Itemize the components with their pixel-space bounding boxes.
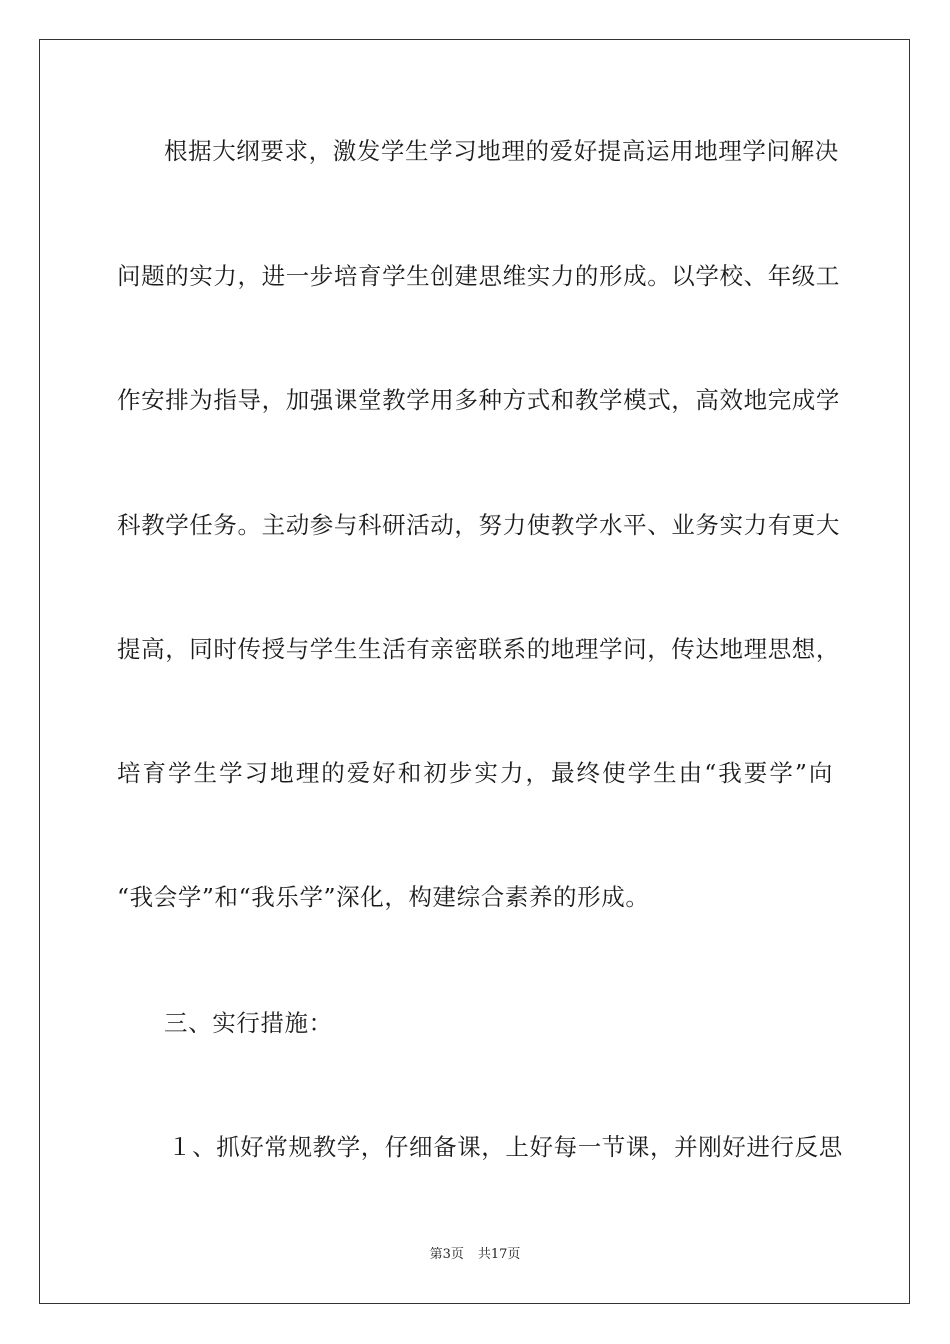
section-heading: 三、实行措施： [164,1009,333,1037]
paragraph-line-3: 作安排为指导，加强课堂教学用多种方式和教学模式，高效地完成学 [117,386,840,414]
paragraph-line-6: 培育学生学习地理的爱好和初步实力，最终使学生由“我要学”向 [117,759,833,787]
list-item-1: １、抓好常规教学，仔细备课，上好每一节课，并刚好进行反思 [168,1133,843,1161]
paragraph-line-2: 问题的实力，进一步培育学生创建思维实力的形成。以学校、年级工 [117,262,840,290]
paragraph-line-4: 科教学任务。主动参与科研活动，努力使教学水平、业务实力有更大 [117,511,840,539]
page-number: 第3页 [429,1247,464,1262]
paragraph-line-7: “我会学”和“我乐学”深化，构建综合素养的形成。 [117,883,650,911]
page-total: 共17页 [477,1247,521,1262]
paragraph-line-1: 根据大纲要求，激发学生学习地理的爱好提高运用地理学问解决 [164,137,839,165]
page-footer [0,1246,950,1264]
page-frame [39,39,910,1304]
paragraph-line-5: 提高，同时传授与学生生活有亲密联系的地理学问，传达地理思想， [117,635,840,663]
